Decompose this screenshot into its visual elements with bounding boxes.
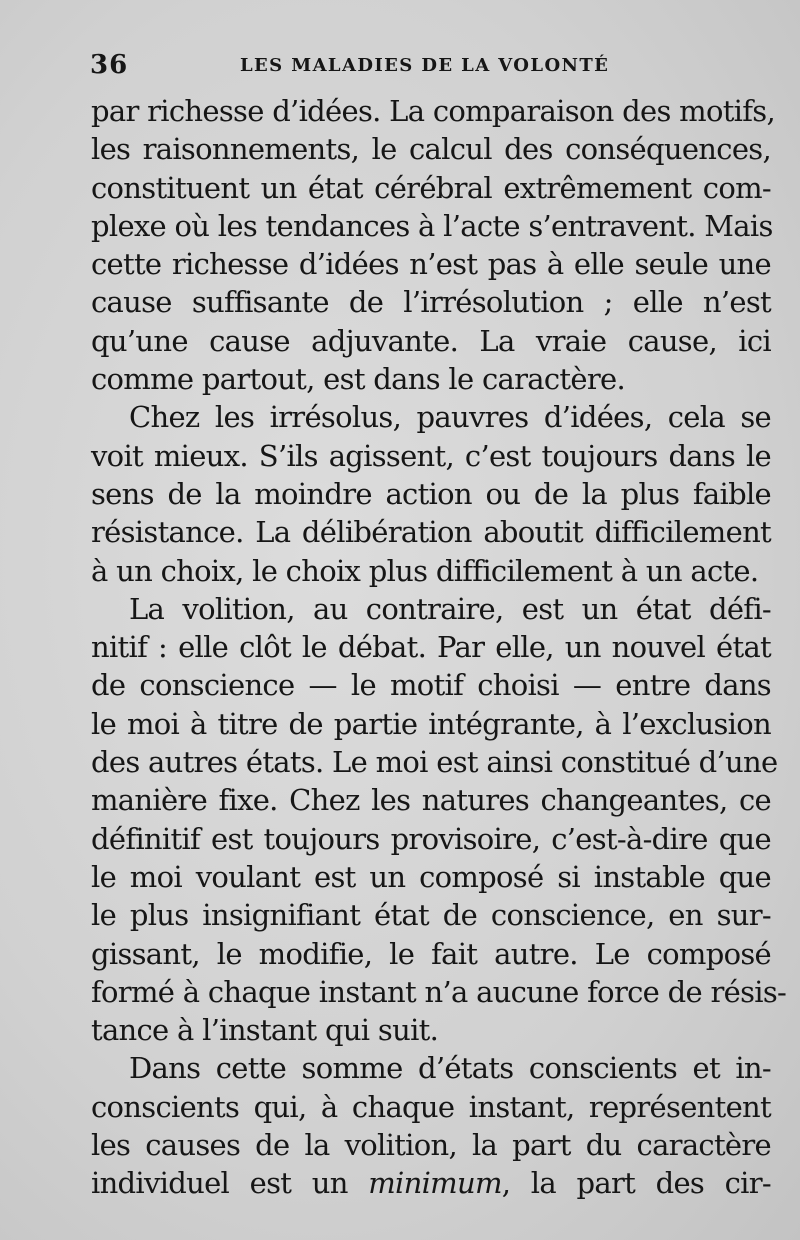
paragraph	[91, 1049, 771, 1202]
text-line: de conscience — le motif choisi — entre dans	[91, 668, 771, 703]
text-line: les raisonnements, le calcul des conséquences,	[91, 132, 771, 167]
text-line: résistance. La délibération aboutit difficilement	[91, 515, 771, 550]
italic-term: minimum	[368, 1166, 502, 1201]
text-line: les causes de la volition, la part du caractère	[91, 1128, 771, 1163]
text-line: sens de la moindre action ou de la plus faible	[91, 476, 771, 511]
page-number: 36	[90, 50, 129, 80]
text-line: tance à l’instant qui suit.	[91, 1013, 439, 1048]
text-line: comme partout, est dans le caractère.	[91, 362, 625, 397]
paragraph	[91, 590, 787, 1050]
text-line: cette richesse d’idées n’est pas à elle seule une	[91, 247, 771, 282]
text-line: par richesse d’idées. La comparaison des motifs,	[91, 94, 775, 128]
text-line: Chez les irrésolus, pauvres d’idées, cela se	[129, 400, 771, 435]
text-segment: individuel est un	[91, 1166, 369, 1201]
text-line-with-italic	[91, 1164, 771, 1202]
text-line: voit mieux. S’ils agissent, c’est toujours dans le	[91, 438, 771, 473]
text-line: qu’une cause adjuvante. La vraie cause, ici	[91, 323, 771, 358]
text-line: gissant, le modifie, le fait autre. Le composé	[91, 936, 771, 971]
text-line: définitif est toujours provisoire, c’est-à-dire que	[91, 821, 771, 856]
paragraph	[91, 398, 771, 589]
text-line: plexe où les tendances à l’acte s’entravent. Mais	[91, 208, 773, 243]
text-line: cause suffisante de l’irrésolution ; elle n’est	[91, 285, 771, 320]
text-line: formé à chaque instant n’a aucune force de résis-	[91, 974, 787, 1009]
text-line: constituent un état cérébral extrêmement com-	[91, 170, 771, 205]
text-line: manière fixe. Chez les natures changeantes, ce	[91, 783, 771, 818]
page-header	[90, 50, 770, 84]
text-segment: , la part des cir-	[501, 1166, 771, 1201]
text-line: Dans cette somme d’états conscients et in-	[129, 1051, 771, 1086]
body-text	[91, 92, 787, 1203]
text-line: le moi voulant est un composé si instable que	[91, 859, 771, 894]
text-line: des autres états. Le moi est ainsi constitué d’une	[91, 745, 778, 780]
text-line: conscients qui, à chaque instant, représentent	[91, 1089, 771, 1124]
text-line: La volition, au contraire, est un état défi-	[129, 591, 771, 626]
text-line: nitif : elle clôt le débat. Par elle, un nouvel état	[91, 630, 771, 665]
text-line: le moi à titre de partie intégrante, à l’exclusion	[91, 706, 771, 741]
paragraph	[91, 92, 775, 398]
running-title: LES MALADIES DE LA VOLONTÉ	[240, 55, 610, 76]
text-line: le plus insignifiant état de conscience, en sur-	[91, 898, 771, 933]
text-line: à un choix, le choix plus difficilement à un acte.	[91, 553, 759, 588]
